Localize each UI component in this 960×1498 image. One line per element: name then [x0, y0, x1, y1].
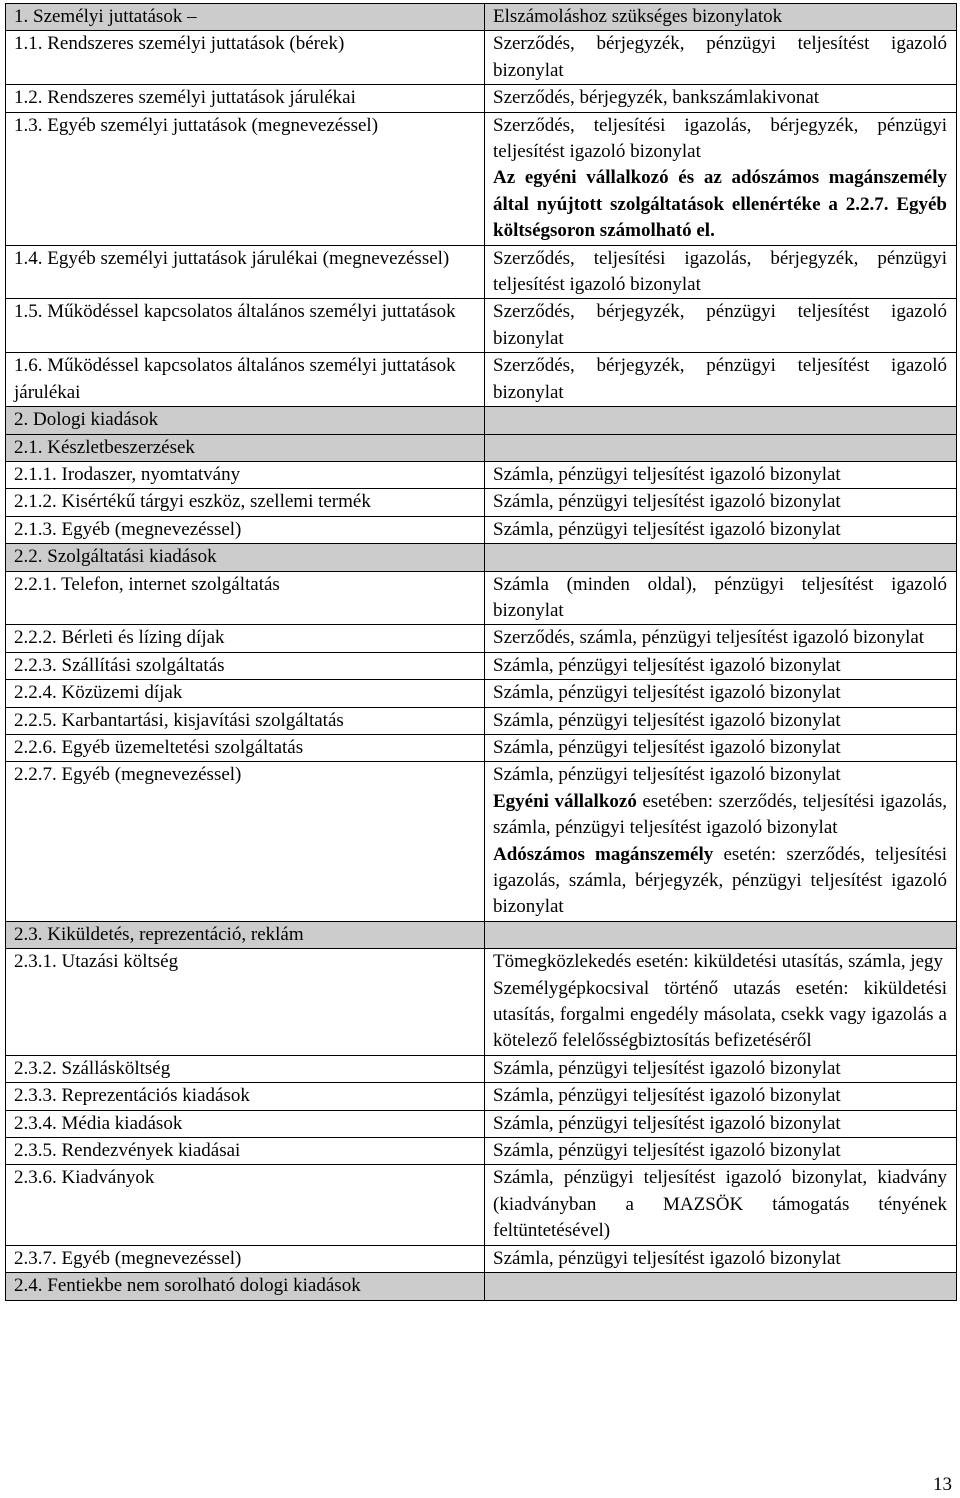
table-row — [6, 1055, 957, 1082]
row-documents — [485, 921, 957, 948]
table-row — [6, 299, 957, 353]
row-label: 2.2.1. Telefon, internet szolgáltatás — [6, 571, 485, 625]
table-row — [6, 1165, 957, 1245]
row-documents: Számla, pénzügyi teljesítést igazoló bizonylat — [493, 764, 841, 786]
row-note-entrepreneur — [493, 789, 947, 842]
note-text: esetén: szerződés, teljesítési igazolás, számla, bérjegyzék, pénzügyi teljesítést igazoló bizonylat — [493, 843, 948, 918]
row-label: 2.3.1. Utazási költség — [6, 949, 485, 1056]
row-documents-2: Személygépkocsival történő utazás esetén: kiküldetési utasítás, forgalmi engedély másolata, csekk vagy igazolás a kötelező felelősségbiztosítás befizetéséről — [493, 977, 947, 1052]
row-label: 1. Személyi juttatások – — [6, 4, 485, 31]
row-label: 2.3. Kiküldetés, reprezentáció, reklám — [6, 921, 485, 948]
row-documents — [485, 544, 957, 571]
row-note: Az egyéni vállalkozó és az adószámos magánszemély által nyújtott szolgáltatások ellenértéke a 2.2.7. Egyéb költségsoron számolható el. — [493, 167, 947, 242]
table-row — [6, 625, 957, 652]
table-row — [6, 434, 957, 461]
row-label: 1.4. Egyéb személyi juttatások járulékai (megnevezéssel) — [6, 245, 485, 299]
row-label: 2.2.4. Közüzemi díjak — [6, 680, 485, 707]
row-documents: Számla, pénzügyi teljesítést igazoló bizonylat — [485, 707, 957, 734]
note-text: esetében: szerződés, teljesítési igazolás, számla, pénzügyi teljesítést igazoló bizonylat — [493, 790, 947, 839]
row-documents-cell — [485, 762, 957, 921]
row-documents-cell — [485, 949, 957, 1056]
row-documents: Elszámoláshoz szükséges bizonylatok — [485, 4, 957, 31]
table-row — [6, 544, 957, 571]
table-row — [6, 571, 957, 625]
row-documents: Szerződés, bérjegyzék, pénzügyi teljesítést igazoló bizonylat — [485, 353, 957, 407]
table-row — [6, 921, 957, 948]
table-row — [6, 1138, 957, 1165]
table-row — [6, 680, 957, 707]
table-row — [6, 4, 957, 31]
table-row — [6, 652, 957, 679]
row-label: 2.1.3. Egyéb (megnevezéssel) — [6, 516, 485, 543]
row-label: 2.3.5. Rendezvények kiadásai — [6, 1138, 485, 1165]
row-documents: Számla, pénzügyi teljesítést igazoló bizonylat — [485, 652, 957, 679]
table-row — [6, 31, 957, 85]
row-label: 2.3.2. Szállásköltség — [6, 1055, 485, 1082]
row-documents: Szerződés, bérjegyzék, pénzügyi teljesítést igazoló bizonylat — [485, 299, 957, 353]
row-note-taxpayer — [493, 842, 947, 921]
row-label: 2.2. Szolgáltatási kiadások — [6, 544, 485, 571]
row-label: 1.2. Rendszeres személyi juttatások járulékai — [6, 85, 485, 112]
row-documents: Számla (minden oldal), pénzügyi teljesítést igazoló bizonylat — [485, 571, 957, 625]
row-documents — [485, 1273, 957, 1300]
table-row — [6, 1083, 957, 1110]
row-documents: Szerződés, számla, pénzügyi teljesítést igazoló bizonylat — [485, 625, 957, 652]
row-documents: Számla, pénzügyi teljesítést igazoló bizonylat — [485, 1245, 957, 1272]
table-row — [6, 85, 957, 112]
table-row — [6, 353, 957, 407]
row-documents: Szerződés, teljesítési igazolás, bérjegyzék, pénzügyi teljesítést igazoló bizonylat — [493, 114, 947, 163]
row-documents: Szerződés, teljesítési igazolás, bérjegyzék, pénzügyi teljesítést igazoló bizonylat — [485, 245, 957, 299]
row-label: 2.3.3. Reprezentációs kiadások — [6, 1083, 485, 1110]
row-label: 2. Dologi kiadások — [6, 407, 485, 434]
row-documents — [485, 407, 957, 434]
row-documents — [485, 434, 957, 461]
row-label: 2.4. Fentiekbe nem sorolható dologi kiadások — [6, 1273, 485, 1300]
table-row — [6, 734, 957, 761]
row-documents-cell — [485, 112, 957, 245]
table-row — [6, 245, 957, 299]
row-label: 1.3. Egyéb személyi juttatások (megnevezéssel) — [6, 112, 485, 245]
table-row — [6, 1245, 957, 1272]
row-label: 2.3.4. Média kiadások — [6, 1110, 485, 1137]
table-row — [6, 1273, 957, 1300]
note-bold: Adószámos magánszemély — [493, 843, 714, 865]
table-row — [6, 1110, 957, 1137]
row-documents: Számla, pénzügyi teljesítést igazoló bizonylat — [485, 734, 957, 761]
table-row — [6, 489, 957, 516]
table-row — [6, 407, 957, 434]
table-row — [6, 112, 957, 245]
row-documents: Számla, pénzügyi teljesítést igazoló bizonylat — [485, 489, 957, 516]
row-documents: Szerződés, bérjegyzék, bankszámlakivonat — [485, 85, 957, 112]
row-documents: Szerződés, bérjegyzék, pénzügyi teljesítést igazoló bizonylat — [485, 31, 957, 85]
table-row — [6, 516, 957, 543]
row-label: 2.2.6. Egyéb üzemeltetési szolgáltatás — [6, 734, 485, 761]
table-row — [6, 949, 957, 1056]
row-label: 1.6. Működéssel kapcsolatos általános személyi juttatások járulékai — [6, 353, 485, 407]
row-label: 2.2.5. Karbantartási, kisjavítási szolgáltatás — [6, 707, 485, 734]
row-label: 2.1. Készletbeszerzések — [6, 434, 485, 461]
row-label: 2.1.1. Irodaszer, nyomtatvány — [6, 461, 485, 488]
row-documents: Számla, pénzügyi teljesítést igazoló bizonylat — [485, 1055, 957, 1082]
row-label: 2.2.7. Egyéb (megnevezéssel) — [6, 762, 485, 921]
row-documents: Számla, pénzügyi teljesítést igazoló bizonylat — [485, 1083, 957, 1110]
row-documents: Számla, pénzügyi teljesítést igazoló bizonylat — [485, 680, 957, 707]
table-row — [6, 762, 957, 921]
note-bold: Egyéni vállalkozó — [493, 790, 637, 812]
row-label: 2.3.7. Egyéb (megnevezéssel) — [6, 1245, 485, 1272]
row-label: 1.1. Rendszeres személyi juttatások (bérek) — [6, 31, 485, 85]
row-documents: Tömegközlekedés esetén: kiküldetési utasítás, számla, jegy — [493, 951, 944, 973]
expense-documents-table — [5, 3, 957, 1301]
row-label: 2.3.6. Kiadványok — [6, 1165, 485, 1245]
row-label: 2.2.3. Szállítási szolgáltatás — [6, 652, 485, 679]
table-row — [6, 707, 957, 734]
row-label: 2.2.2. Bérleti és lízing díjak — [6, 625, 485, 652]
row-documents: Számla, pénzügyi teljesítést igazoló bizonylat — [485, 1138, 957, 1165]
row-documents: Számla, pénzügyi teljesítést igazoló bizonylat — [485, 516, 957, 543]
table-row — [6, 461, 957, 488]
page-number: 13 — [933, 1474, 952, 1495]
row-documents: Számla, pénzügyi teljesítést igazoló bizonylat — [485, 1110, 957, 1137]
row-documents: Számla, pénzügyi teljesítést igazoló bizonylat, kiadvány (kiadványban a MAZSÖK támogatás tényének feltüntetésével) — [485, 1165, 957, 1245]
row-label: 2.1.2. Kisértékű tárgyi eszköz, szellemi termék — [6, 489, 485, 516]
row-documents: Számla, pénzügyi teljesítést igazoló bizonylat — [485, 461, 957, 488]
row-label: 1.5. Működéssel kapcsolatos általános személyi juttatások — [6, 299, 485, 353]
